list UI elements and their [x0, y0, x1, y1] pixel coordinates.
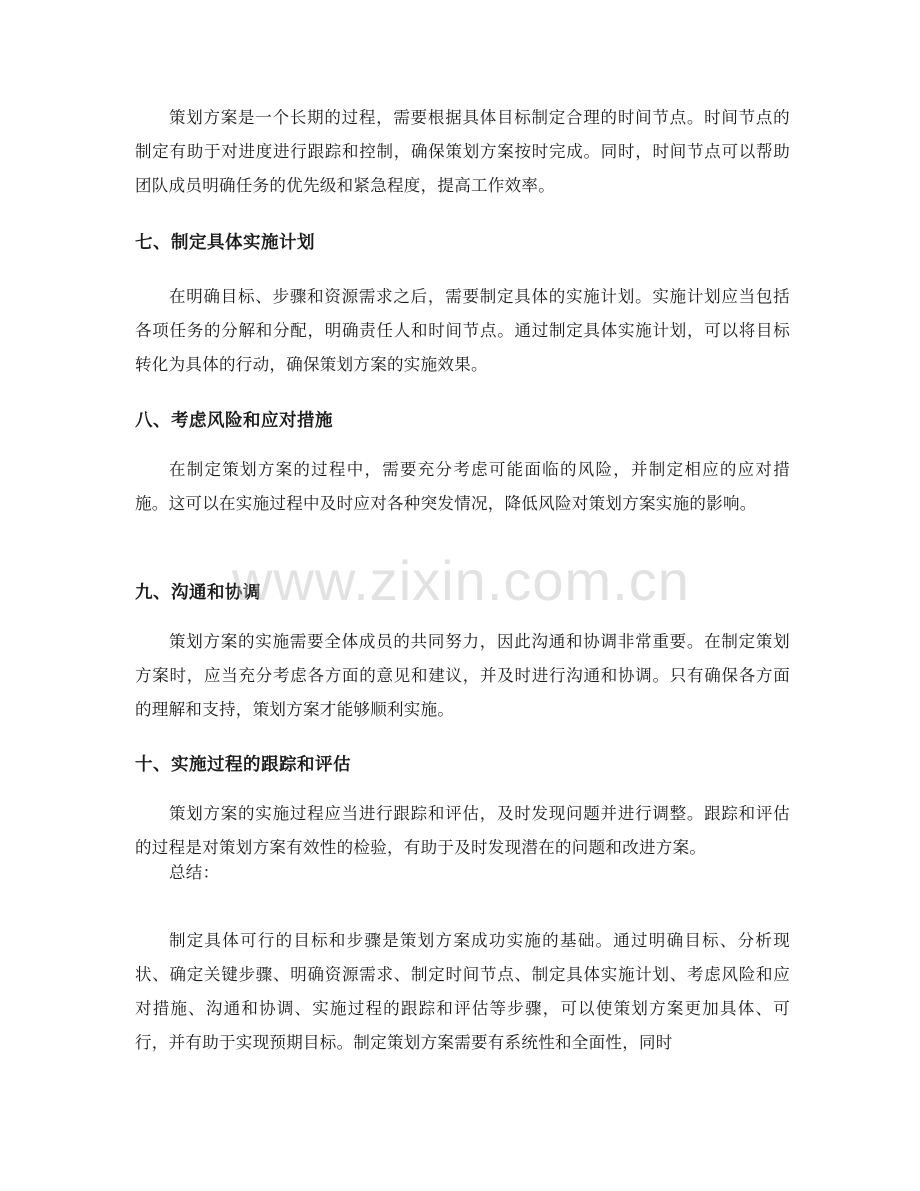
paragraph-summary: 制定具体可行的目标和步骤是策划方案成功实施的基础。通过明确目标、分析现状、确定关键步骤、明确资源需求、制定时间节点、制定具体实施计划、考虑风险和应对措施、沟通和协调、实施过程的跟踪和评估等步骤，可以使策划方案更加具体、可行，并有助于实现预期目标。制定策划方案需要有系统性和全面性，同时 — [135, 931, 790, 1052]
paragraph-section-8: 在制定策划方案的过程中，需要充分考虑可能面临的风险，并制定相应的应对措施。这可以在实施过程中及时应对各种突发情况，降低风险对策划方案实施的影响。 — [135, 460, 790, 513]
watermark-text: www.zixin.com.cn — [232, 549, 690, 612]
heading-section-7: 七、制定具体实施计划 — [135, 233, 315, 253]
summary-label: 总结： — [169, 863, 220, 882]
paragraph-section-10: 策划方案的实施过程应当进行跟踪和评估，及时发现问题并进行调整。跟踪和评估的过程是对策划方案有效性的检验，有助于及时发现潜在的问题和改进方案。 — [135, 804, 790, 857]
heading-section-10: 十、实施过程的跟踪和评估 — [135, 755, 351, 775]
paragraph-section-9: 策划方案的实施需要全体成员的共同努力，因此沟通和协调非常重要。在制定策划方案时，应当充分考虑各方面的意见和建议，并及时进行沟通和协调。只有确保各方面的理解和支持，策划方案才能够顺利实施。 — [135, 632, 790, 719]
heading-section-9: 九、沟通和协调 — [135, 583, 261, 603]
paragraph-intro: 策划方案是一个长期的过程，需要根据具体目标制定合理的时间节点。时间节点的制定有助于对进度进行跟踪和控制，确保策划方案按时完成。同时，时间节点可以帮助团队成员明确任务的优先级和紧急程度，提高工作效率。 — [135, 108, 790, 195]
heading-section-8: 八、考虑风险和应对措施 — [135, 411, 333, 431]
paragraph-section-7: 在明确目标、步骤和资源需求之后，需要制定具体的实施计划。实施计划应当包括各项任务的分解和分配，明确责任人和时间节点。通过制定具体实施计划，可以将目标转化为具体的行动，确保策划方案的实施效果。 — [135, 287, 790, 374]
